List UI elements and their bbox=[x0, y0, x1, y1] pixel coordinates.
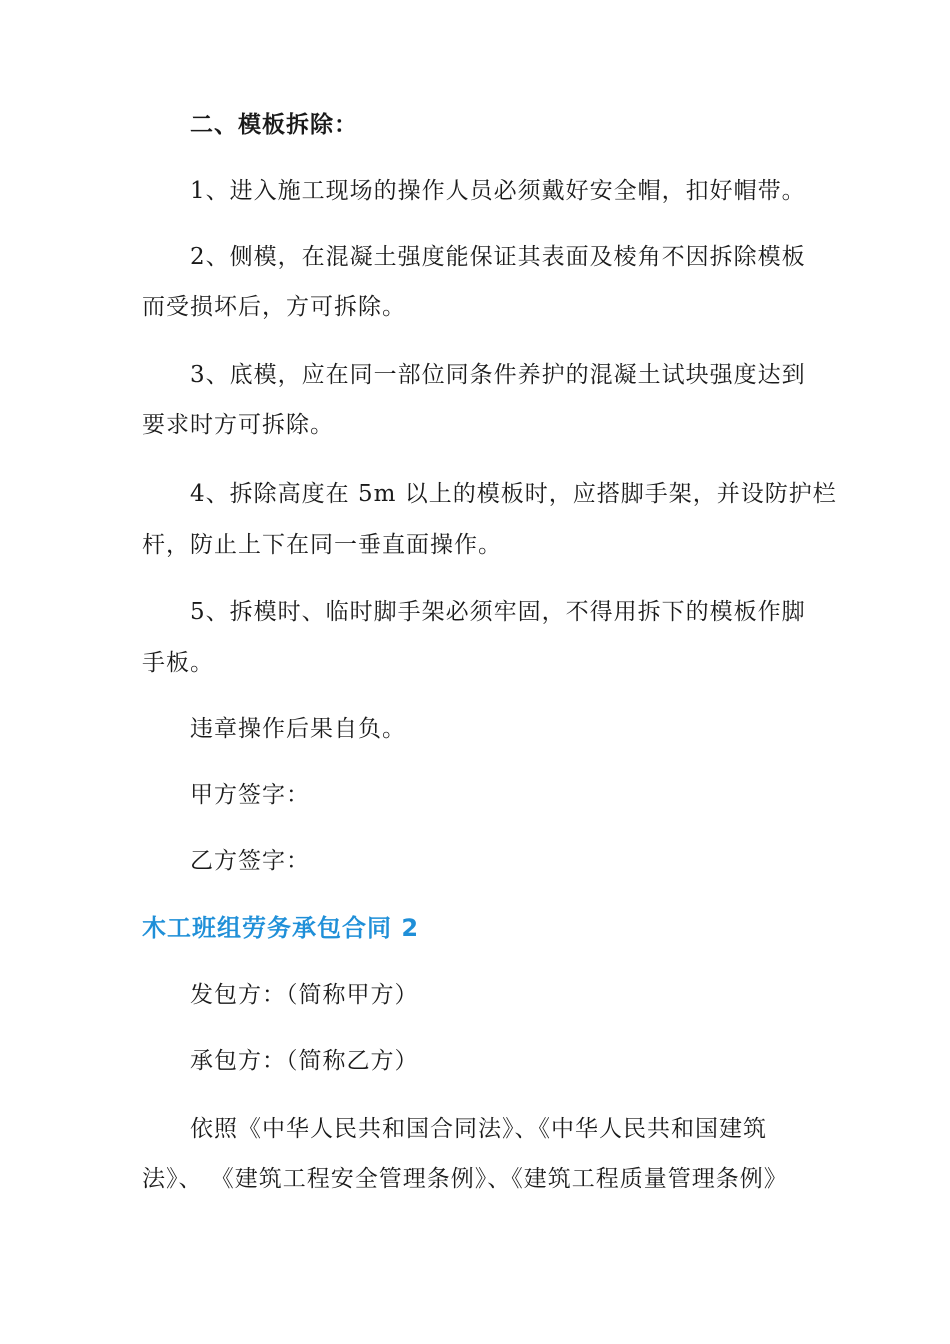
receiver-party: 承包方：（简称乙方） bbox=[190, 1048, 419, 1074]
item-3-line-2: 要求时方可拆除。 bbox=[142, 412, 334, 438]
issuer-party: 发包方：（简称甲方） bbox=[190, 982, 419, 1008]
party-b-signature: 乙方签字： bbox=[190, 848, 310, 874]
item-5-line-2: 手板。 bbox=[142, 650, 214, 676]
notice-text: 违章操作后果自负。 bbox=[190, 716, 406, 742]
item-3-line-1: 3、底模，应在同一部位同条件养护的混凝土试块强度达到 bbox=[190, 362, 806, 388]
item-4-line-1: 4、拆除高度在 5m 以上的模板时，应搭脚手架，并设防护栏 bbox=[190, 481, 837, 507]
item-2-line-1: 2、侧模，在混凝土强度能保证其表面及棱角不因拆除模板 bbox=[190, 244, 806, 270]
item-2-line-2: 而受损坏后，方可拆除。 bbox=[142, 294, 406, 320]
legal-basis-line-2: 法》、 《建筑工程安全管理条例》、《建筑工程质量管理条例》 bbox=[142, 1166, 788, 1192]
contract-title: 木工班组劳务承包合同 2 bbox=[142, 914, 420, 942]
item-4-line-2: 杆，防止上下在同一垂直面操作。 bbox=[142, 532, 502, 558]
party-a-signature: 甲方签字： bbox=[190, 782, 310, 808]
item-1-line-1: 1、进入施工现场的操作人员必须戴好安全帽，扣好帽带。 bbox=[190, 178, 806, 204]
section-heading: 二、模板拆除： bbox=[190, 112, 358, 138]
legal-basis-line-1: 依照《中华人民共和国合同法》、《中华人民共和国建筑 bbox=[190, 1116, 767, 1142]
item-5-line-1: 5、拆模时、临时脚手架必须牢固，不得用拆下的模板作脚 bbox=[190, 599, 806, 625]
